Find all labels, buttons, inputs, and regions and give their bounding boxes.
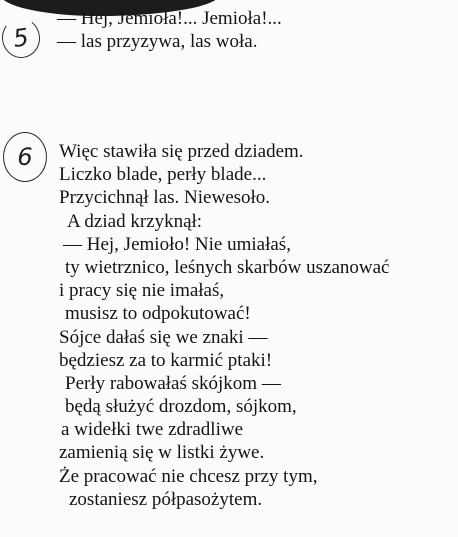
poem-line: Liczko blade, perły blade... <box>59 164 267 186</box>
poem-line: Sójce dałaś się we znaki — <box>59 326 268 348</box>
stanza-5 <box>57 7 282 53</box>
poem-line: będziesz za to karmić ptaki! <box>59 349 273 371</box>
poem-line: i pracy się nie imałaś, <box>59 280 225 302</box>
poem-line: musisz to odpokutować! <box>65 303 251 325</box>
poem-line: — Hej, Jemioła!... Jemioła!... <box>57 8 282 29</box>
poem-line: Więc stawiła się przed dziadem. <box>59 141 304 162</box>
poem-line: A dziad krzyknął: <box>67 210 203 232</box>
poem-line: Przycichnął las. Niewesoło. <box>59 187 271 209</box>
poem-line: będą służyć drozdom, sójkom, <box>65 396 297 418</box>
poem-line: — Hej, Jemioło! Nie umiałaś, <box>63 233 291 255</box>
poem-line: a widełki twe zdradliwe <box>61 419 244 441</box>
poem-line: Że pracować nie chcesz przy tym, <box>59 465 318 487</box>
poem-line: — las przyzywa, las woła. <box>57 31 258 53</box>
stanza-number-5: 5 <box>0 16 43 61</box>
stanza-6 <box>59 140 389 511</box>
stanza-number-6: 6 <box>3 132 47 182</box>
poem-line: ty wietrznico, leśnych skarbów uszanować <box>65 256 390 278</box>
poem-line: zostaniesz półpasożytem. <box>69 488 263 510</box>
poem-line: Perły rabowałaś skójkom — <box>65 372 281 394</box>
poem-line: zamienią się w listki żywe. <box>59 442 265 464</box>
